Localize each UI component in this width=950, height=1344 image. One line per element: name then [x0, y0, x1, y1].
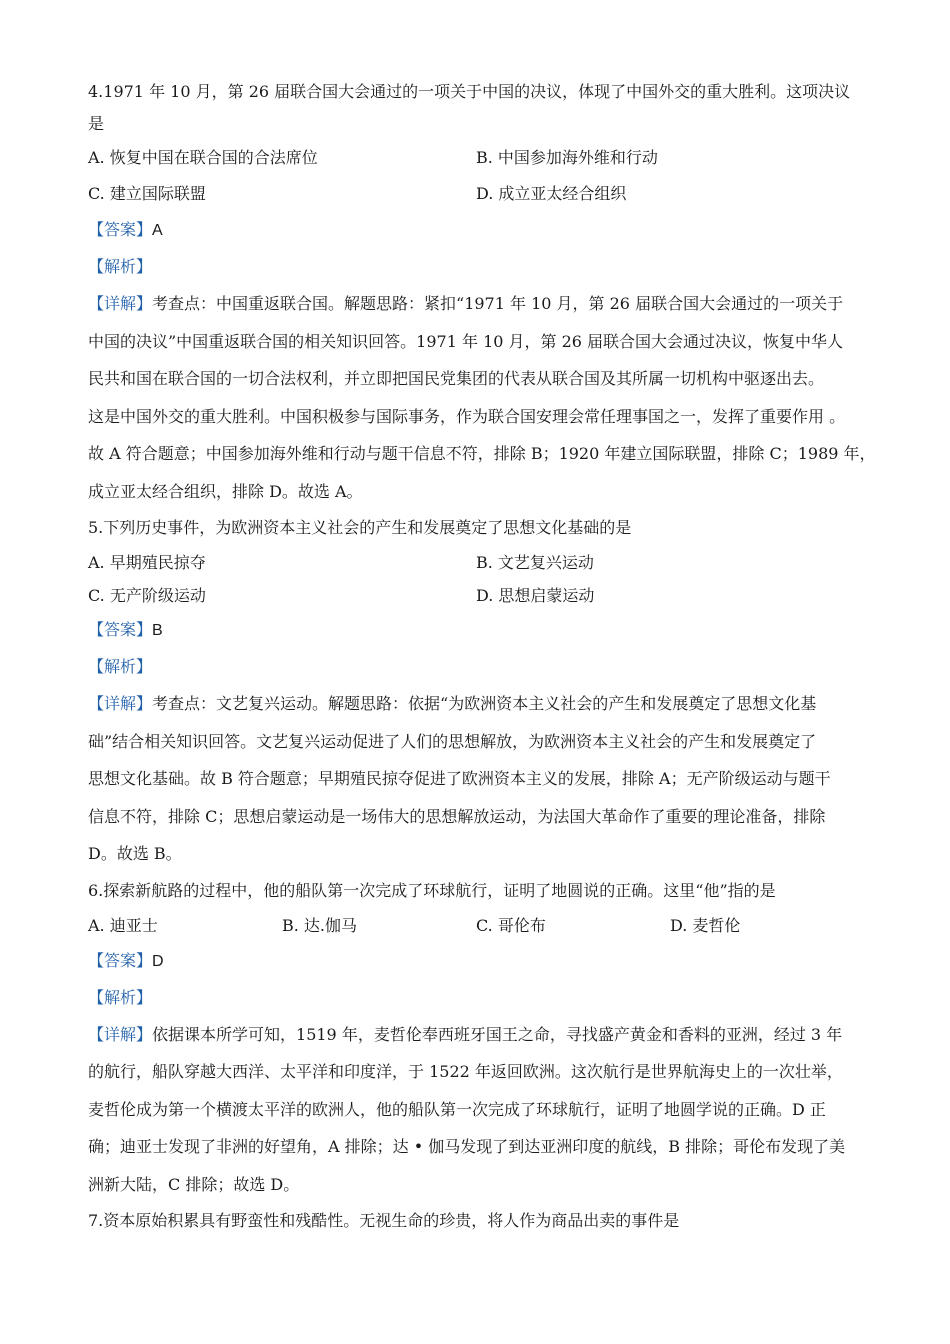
- detail-line: 成立亚太经合组织，排除 D。故选 A。: [88, 481, 363, 501]
- question-6-options: [88, 909, 878, 943]
- question-5-option-a: A. 早期殖民掠夺: [88, 553, 206, 572]
- question-6: [88, 873, 878, 1204]
- detail-line: D。故选 B。: [88, 844, 182, 863]
- detail-line: 确；迪亚士发现了非洲的好望角，A 排除；达 • 伽马发现了到达亚洲印度的航线，B 排除；哥伦布发现了美: [88, 1137, 846, 1156]
- detail-tag: 【详解】: [88, 694, 153, 713]
- question-5-answer: [88, 612, 878, 649]
- question-4-options: [88, 140, 878, 212]
- answer-value: B: [152, 622, 163, 639]
- question-4-stem-line-2: 是: [88, 114, 105, 133]
- question-4: [88, 76, 878, 510]
- analysis-tag: 【解析】: [88, 257, 153, 276]
- detail-tag: 【详解】: [88, 1024, 153, 1044]
- answer-value: D: [152, 952, 164, 970]
- question-4-detail: [88, 285, 878, 510]
- question-5-option-b: B. 文艺复兴运动: [476, 553, 594, 572]
- answer-tag: 【答案】: [88, 220, 153, 239]
- question-6-option-d: D. 麦哲伦: [670, 915, 741, 935]
- question-6-option-a: A. 迪亚士: [88, 915, 158, 935]
- question-5-option-c: C. 无产阶级运动: [88, 586, 206, 605]
- detail-tag: 【详解】: [88, 294, 153, 313]
- question-4-option-a: A. 恢复中国在联合国的合法席位: [88, 148, 318, 167]
- detail-line: 洲新大陆，C 排除；故选 D。: [88, 1174, 300, 1194]
- question-7-stem: 7.资本原始积累具有野蛮性和残酷性。无视生命的珍贵，将人作为商品出卖的事件是: [88, 1211, 680, 1230]
- detail-line: 础”结合相关知识回答。文艺复兴运动促进了人们的思想解放，为欧洲资本主义社会的产生和发展奠定了: [88, 731, 817, 751]
- question-7: [88, 1203, 878, 1239]
- detail-line: 麦哲伦成为第一个横渡太平洋的欧洲人，他的船队第一次完成了环球航行，证明了地圆学说的正确。D 正: [88, 1099, 826, 1119]
- question-5-detail: [88, 685, 878, 873]
- analysis-tag: 【解析】: [88, 987, 153, 1007]
- question-4-analysis: [88, 249, 878, 285]
- question-6-detail: [88, 1016, 878, 1204]
- question-5-option-d: D. 思想启蒙运动: [476, 586, 595, 605]
- answer-value: A: [152, 222, 163, 239]
- question-5-analysis: [88, 649, 878, 685]
- question-4-option-b: B. 中国参加海外维和行动: [476, 148, 658, 167]
- question-5-options: [88, 546, 878, 612]
- detail-line: 【详解】依据课本所学可知，1519 年，麦哲伦奉西班牙国王之命，寻找盛产黄金和香料的亚洲，经过 3 年: [88, 1024, 843, 1044]
- question-4-option-d: D. 成立亚太经合组织: [476, 184, 627, 203]
- question-4-option-c: C. 建立国际联盟: [88, 184, 206, 203]
- detail-line: 思想文化基础。故 B 符合题意；早期殖民掠夺促进了欧洲资本主义的发展，排除 A；无产阶级运动与题干: [88, 769, 831, 788]
- question-6-option-c: C. 哥伦布: [476, 915, 546, 935]
- detail-line: 中国的决议”中国重返联合国的相关知识回答。1971 年 10 月，第 26 届联合国大会通过决议，恢复中华人: [88, 331, 844, 351]
- detail-line: 【详解】考查点：文艺复兴运动。解题思路：依据“为欧洲资本主义社会的产生和发展奠定了思想文化基: [88, 694, 817, 713]
- detail-line: 信息不符，排除 C；思想启蒙运动是一场伟大的思想解放运动，为法国大革命作了重要的理论准备，排除: [88, 806, 826, 826]
- detail-line: 【详解】考查点：中国重返联合国。解题思路：紧扣“1971 年 10 月，第 26 届联合国大会通过的一项关于: [88, 294, 844, 313]
- question-6-analysis: [88, 980, 878, 1016]
- question-4-answer: [88, 212, 878, 249]
- question-6-stem: 6.探索新航路的过程中，他的船队第一次完成了环球航行，证明了地圆说的正确。这里“他”指的是: [88, 880, 776, 900]
- document-page: [88, 76, 878, 1239]
- detail-line: 这是中国外交的重大胜利。中国积极参与国际事务，作为联合国安理会常任理事国之一，发挥了重要作用 。: [88, 406, 846, 426]
- question-5-stem: 5.下列历史事件，为欧洲资本主义社会的产生和发展奠定了思想文化基础的是: [88, 518, 632, 537]
- answer-tag: 【答案】: [88, 620, 153, 639]
- answer-tag: 【答案】: [88, 950, 153, 970]
- question-4-stem-line-1: 4.1971 年 10 月，第 26 届联合国大会通过的一项关于中国的决议，体现了中国外交的重大胜利。这项决议: [88, 82, 851, 101]
- detail-line: 故 A 符合题意；中国参加海外维和行动与题干信息不符，排除 B；1920 年建立国际联盟，排除 C；1989 年，: [88, 444, 876, 463]
- detail-line: 民共和国在联合国的一切合法权利，并立即把国民党集团的代表从联合国及其所属一切机构中驱逐出去。: [88, 369, 825, 388]
- question-5: [88, 510, 878, 873]
- detail-line: 的航行，船队穿越大西洋、太平洋和印度洋，于 1522 年返回欧洲。这次航行是世界航海史上的一次壮举，: [88, 1062, 843, 1081]
- question-6-option-b: B. 达.伽马: [282, 915, 358, 935]
- question-6-answer: [88, 943, 878, 980]
- analysis-tag: 【解析】: [88, 657, 153, 676]
